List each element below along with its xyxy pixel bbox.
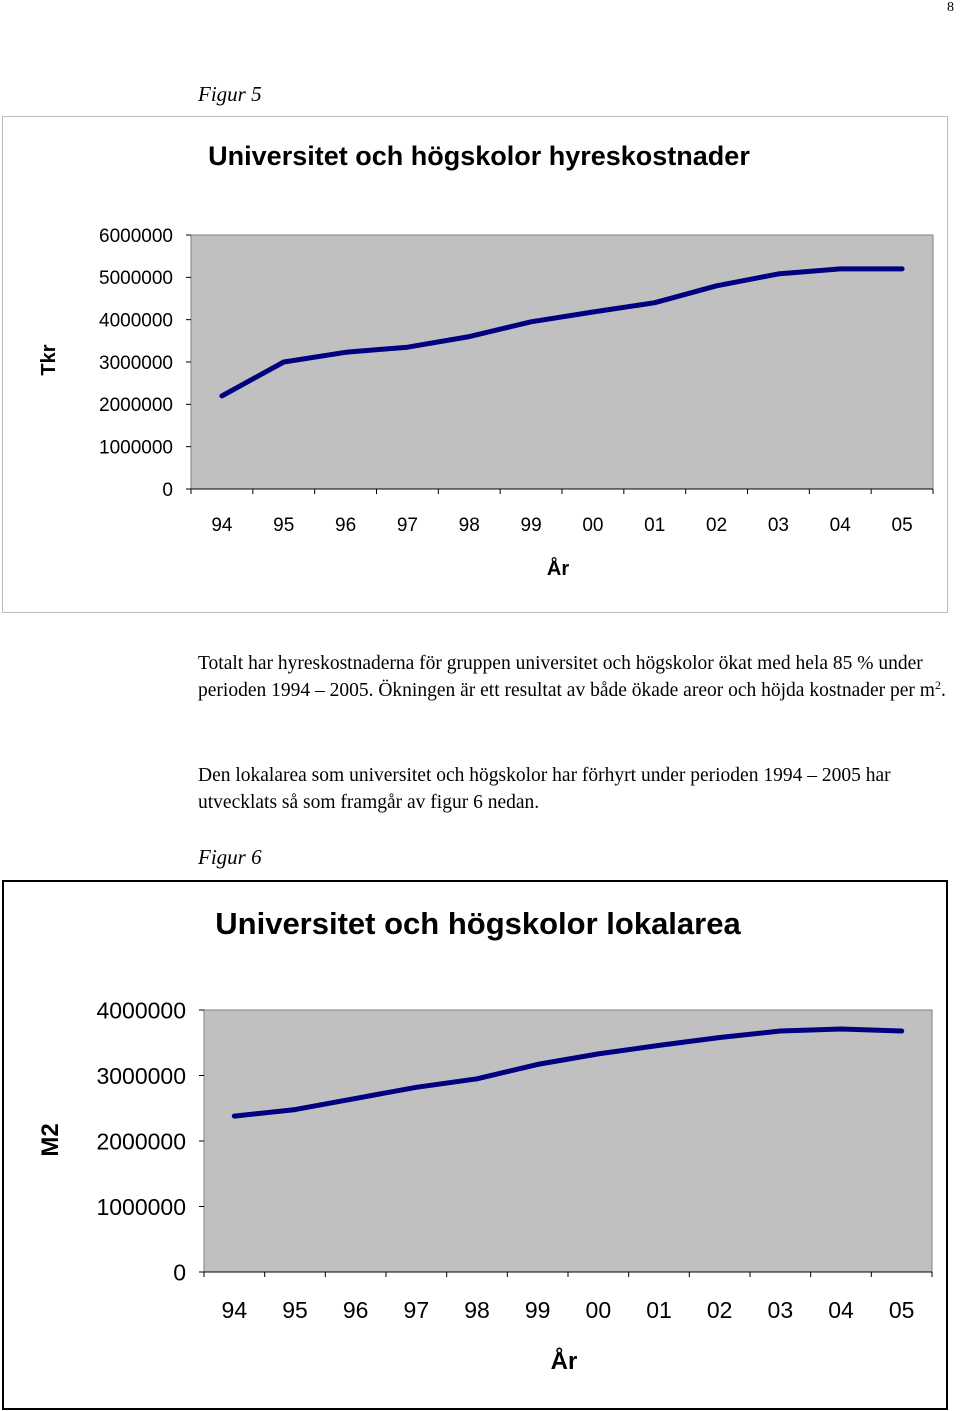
y-axis-title: Tkr <box>38 344 60 376</box>
x-tick-label: 02 <box>706 515 728 536</box>
paragraph-area-text: Den lokalarea som universitet och högskolor har förhyrt under perioden 1994 – 2005 har utvecklats så som framgår av figur 6 nedan. <box>198 765 891 813</box>
y-tick-label: 1000000 <box>96 1193 186 1220</box>
y-tick-label: 0 <box>162 479 173 501</box>
x-tick-label: 98 <box>464 1297 490 1323</box>
x-tick-label: 04 <box>829 515 851 536</box>
y-tick-label: 3000000 <box>99 352 173 374</box>
x-tick-label: 98 <box>458 515 480 536</box>
y-tick-label: 4000000 <box>96 997 186 1024</box>
x-axis-title: År <box>546 558 570 580</box>
paragraph-area-intro <box>198 762 958 816</box>
x-tick-label: 96 <box>342 1297 369 1323</box>
figure-6-label: Figur 6 <box>198 845 262 869</box>
x-tick-label: 05 <box>891 515 913 536</box>
chart-title: Universitet och högskolor hyreskostnader <box>208 141 750 171</box>
plot-area <box>191 235 933 489</box>
x-tick-label: 95 <box>282 1297 308 1323</box>
x-tick-label: 94 <box>221 1297 248 1323</box>
x-tick-label: 95 <box>273 515 295 536</box>
x-tick-label: 03 <box>767 515 789 536</box>
x-tick-label: 94 <box>211 515 233 536</box>
x-tick-label: 00 <box>582 515 604 536</box>
y-tick-label: 4000000 <box>99 310 173 332</box>
chart-hyreskostnader <box>2 116 948 613</box>
chart-lokalarea <box>2 880 948 1410</box>
superscript-2: 2 <box>934 678 941 692</box>
x-tick-label: 96 <box>335 515 357 536</box>
y-tick-label: 5000000 <box>99 268 173 290</box>
x-tick-label: 00 <box>585 1297 612 1323</box>
x-tick-label: 01 <box>644 515 666 536</box>
chart-title: Universitet och högskolor lokalarea <box>215 906 741 941</box>
x-tick-label: 01 <box>646 1297 672 1323</box>
x-tick-label: 99 <box>524 1297 551 1323</box>
paragraph-cost-text: Totalt har hyreskostnaderna för gruppen universitet och högskolor ökat med hela 85 % under perioden 1994 – 2005. Ökningen är ett resultat av både ökade areor och höjda kostnader per m <box>198 653 935 701</box>
x-axis-title: År <box>550 1348 578 1375</box>
figure-5-label: Figur 5 <box>198 82 262 106</box>
page-number: 8 <box>947 0 954 15</box>
x-tick-label: 02 <box>706 1297 733 1323</box>
y-tick-label: 2000000 <box>99 395 173 417</box>
x-tick-label: 99 <box>520 515 542 536</box>
x-tick-label: 97 <box>396 515 418 536</box>
x-tick-label: 03 <box>767 1297 794 1323</box>
y-tick-label: 1000000 <box>99 437 173 459</box>
x-tick-label: 97 <box>403 1297 430 1323</box>
paragraph-cost-end: . <box>940 680 946 701</box>
x-tick-label: 05 <box>888 1297 915 1323</box>
paragraph-cost-increase <box>198 650 958 704</box>
y-tick-label: 0 <box>173 1259 186 1286</box>
y-tick-label: 6000000 <box>99 225 173 247</box>
y-axis-title: M2 <box>37 1123 64 1157</box>
chart-hyreskostnader-svg <box>3 117 947 612</box>
y-tick-label: 2000000 <box>96 1128 186 1155</box>
plot-area <box>204 1010 932 1272</box>
x-tick-label: 04 <box>828 1297 854 1323</box>
chart-lokalarea-svg <box>4 882 946 1408</box>
y-tick-label: 3000000 <box>96 1062 186 1089</box>
